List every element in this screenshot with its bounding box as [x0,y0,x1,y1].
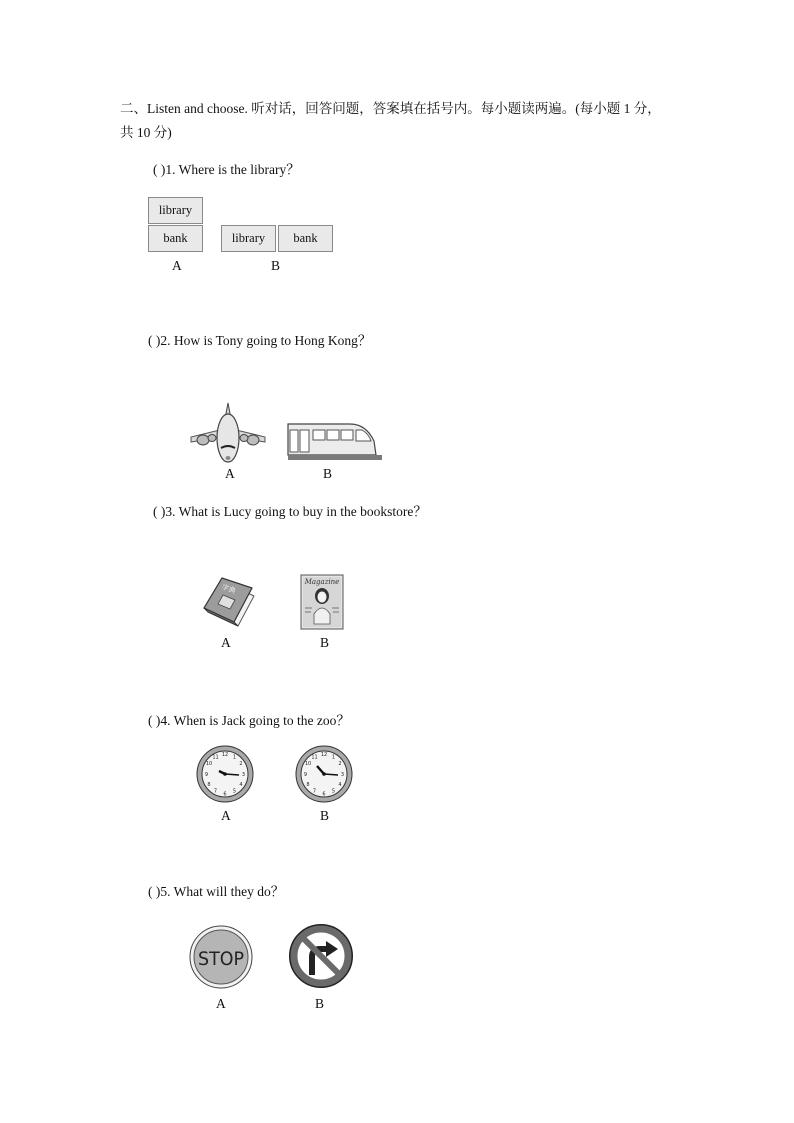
svg-text:9: 9 [303,772,308,778]
dictionary-title-text: 字典 [220,582,237,596]
svg-text:5: 5 [331,788,336,795]
clock-icon [295,745,353,803]
question-4-text: ( )4. When is Jack going to the zoo？ [148,713,350,728]
svg-text:6: 6 [223,791,227,798]
question-3-text: ( )3. What is Lucy going to buy in the bookstore？ [153,504,427,519]
q1-a-library-box: library [148,197,203,224]
svg-text:7: 7 [312,788,317,795]
q1-b-bank-box: bank [278,225,333,252]
q4-option-b-label: B [320,808,330,823]
svg-text:2: 2 [239,761,243,767]
svg-text:10: 10 [205,761,213,767]
svg-text:5: 5 [232,788,237,795]
airplane-icon [188,402,268,464]
svg-text:8: 8 [306,782,310,788]
q3-option-a-label: A [221,635,231,650]
svg-text:6: 6 [322,791,326,798]
question-2-text: ( )2. How is Tony going to Hong Kong？ [148,333,372,348]
section-header-line1: 二、Listen and choose. 听对话，回答问题，答案填在括号内。每小题读两遍。(每小题 1 分， [120,101,661,116]
no-right-turn-sign-icon [288,923,354,989]
svg-text:4: 4 [239,782,243,788]
magazine-icon [300,574,344,630]
svg-text:12: 12 [320,752,328,758]
q2-option-a-label: A [225,466,235,481]
svg-text:2: 2 [338,761,342,767]
q2-option-b-label: B [323,466,333,481]
clock-icon [196,745,254,803]
svg-text:12: 12 [221,752,229,758]
q1-b-library-box: library [221,225,276,252]
stop-sign-text: STOP [198,948,244,970]
svg-text:10: 10 [304,761,312,767]
svg-text:1: 1 [331,754,336,761]
dictionary-book-icon [202,578,258,628]
q5-option-a-label: A [216,996,226,1011]
train-icon [286,421,382,463]
question-5-text: ( )5. What will they do？ [148,884,285,899]
q5-option-b-label: B [315,996,325,1011]
q1-option-a-label: A [172,258,182,273]
question-1-text: ( )1. Where is the library？ [153,162,300,177]
svg-text:11: 11 [311,754,318,761]
stop-sign-icon [189,925,253,989]
q1-option-b-label: B [271,258,281,273]
q3-option-b-label: B [320,635,330,650]
section-header-line2: 共 10 分) [120,125,172,140]
svg-text:3: 3 [241,772,246,778]
svg-text:8: 8 [207,782,211,788]
q1-a-bank-box: bank [148,225,203,252]
svg-text:4: 4 [338,782,342,788]
q4-option-a-label: A [221,808,231,823]
svg-text:9: 9 [204,772,209,778]
magazine-title-text: Magazine [304,578,340,586]
svg-text:3: 3 [340,772,345,778]
svg-text:1: 1 [232,754,237,761]
svg-text:7: 7 [213,788,218,795]
svg-text:11: 11 [212,754,219,761]
